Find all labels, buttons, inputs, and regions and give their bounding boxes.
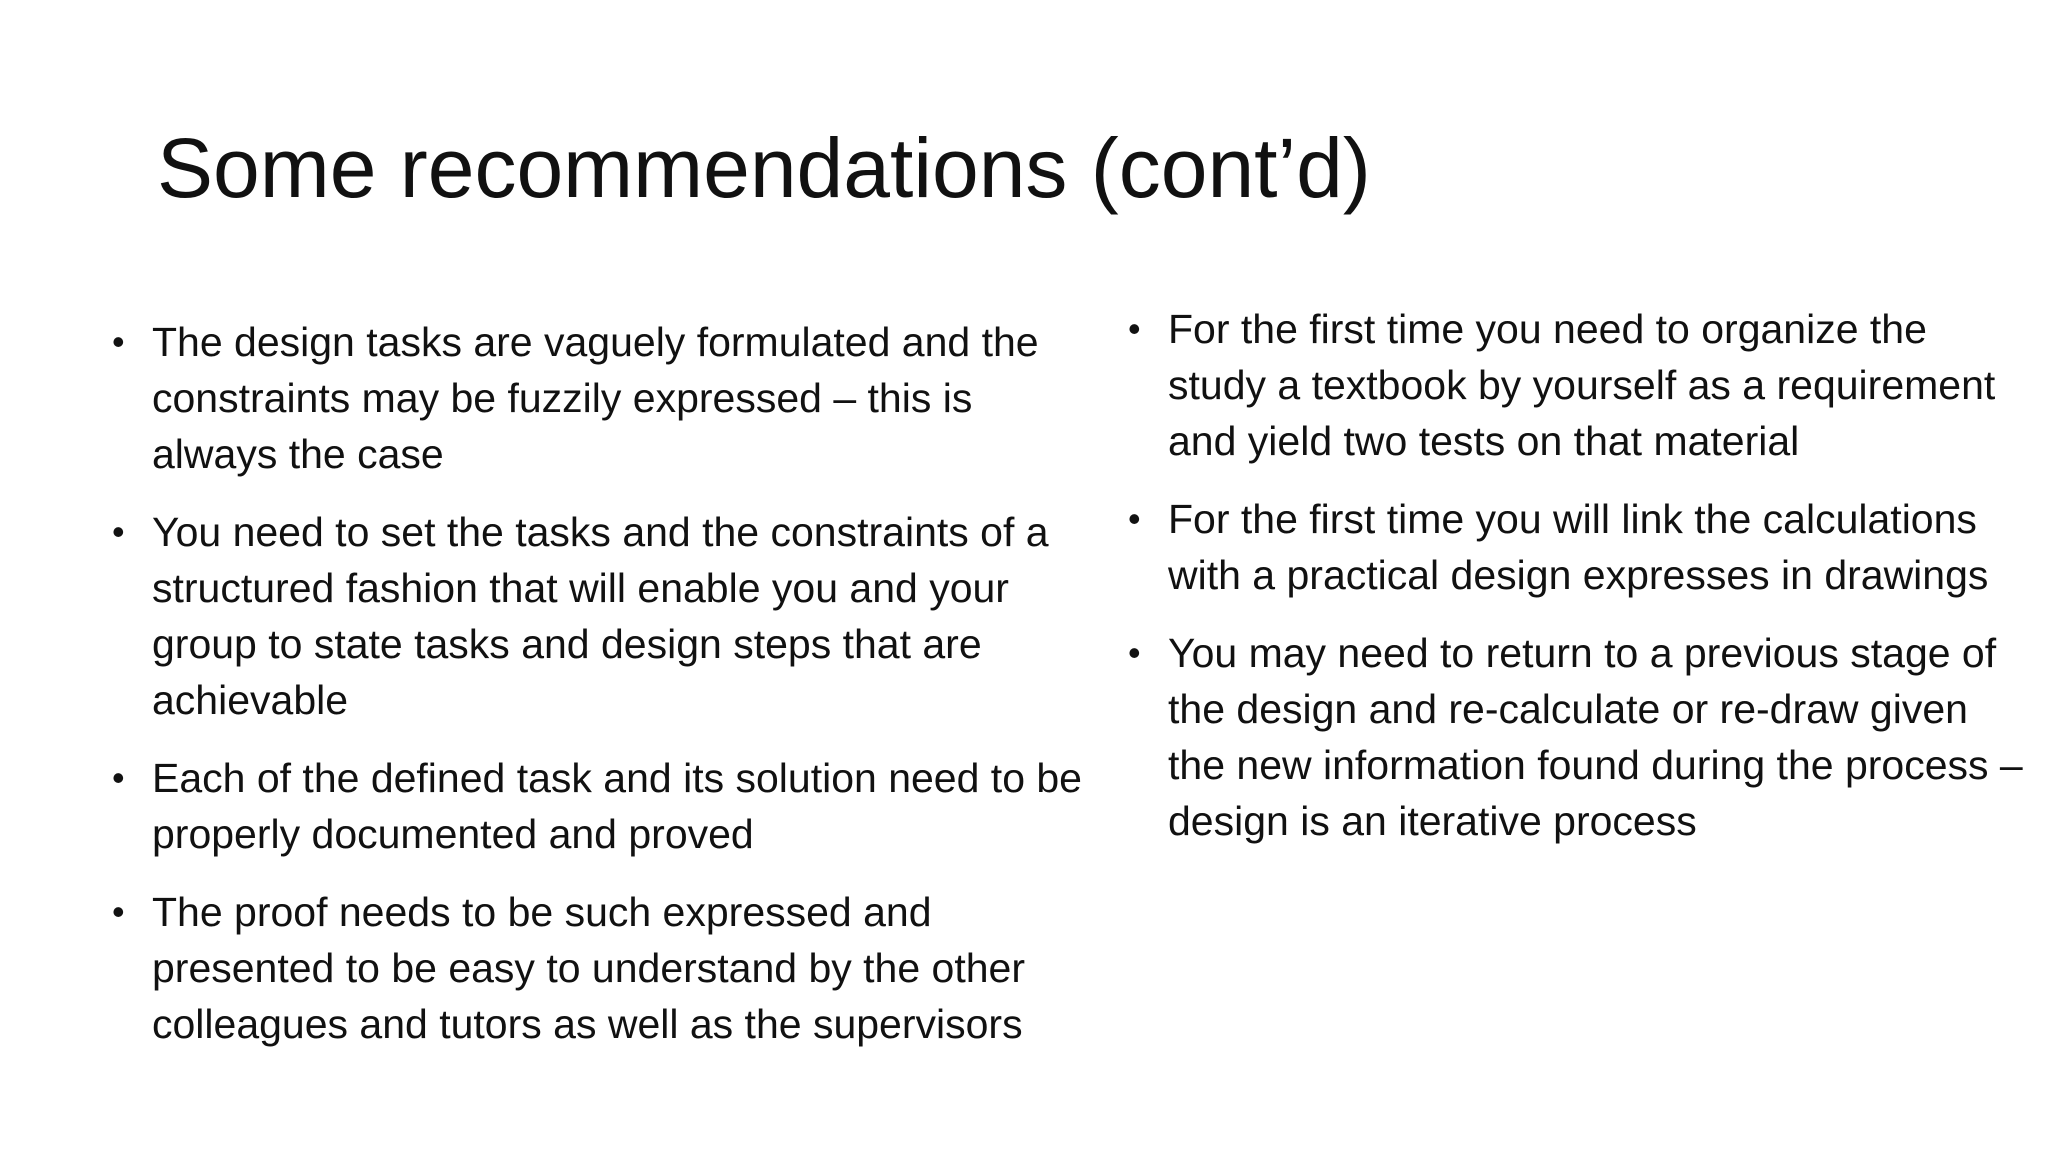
bullet-icon: •: [1128, 308, 1141, 349]
bullet-text: The design tasks are vaguely formulated and the constraints may be fuzzily expressed – this is always the case: [152, 319, 1039, 477]
bullet-icon: •: [1128, 498, 1141, 539]
bullet-text: The proof needs to be such expressed and presented to be easy to understand by the other colleagues and tutors as well as the supervisors: [152, 889, 1025, 1047]
left-bullet-list: [112, 314, 1107, 1074]
bullet-item: [112, 750, 1107, 862]
bullet-icon: •: [112, 511, 125, 552]
right-bullet-list: [1128, 301, 2033, 871]
bullet-icon: •: [112, 891, 125, 932]
bullet-item: [1128, 301, 2033, 469]
bullet-item: [112, 504, 1107, 728]
bullet-item: [112, 314, 1107, 482]
bullet-item: [1128, 491, 2033, 603]
bullet-text: For the first time you will link the calculations with a practical design expresses in drawings: [1168, 496, 1989, 598]
bullet-text: You may need to return to a previous stage of the design and re-calculate or re-draw given the new information found during the process – design is an iterative process: [1168, 630, 2023, 844]
bullet-item: [112, 884, 1107, 1052]
bullet-icon: •: [112, 321, 125, 362]
bullet-text: For the first time you need to organize the study a textbook by yourself as a requirement and yield two tests on that material: [1168, 306, 1996, 464]
bullet-icon: •: [112, 757, 125, 798]
bullet-text: You need to set the tasks and the constraints of a structured fashion that will enable you and your group to state tasks and design steps that are achievable: [152, 509, 1049, 723]
bullet-icon: •: [1128, 632, 1141, 673]
bullet-item: [1128, 625, 2033, 849]
bullet-text: Each of the defined task and its solution need to be properly documented and proved: [152, 755, 1082, 857]
slide-title: Some recommendations (cont’d): [157, 121, 1371, 215]
